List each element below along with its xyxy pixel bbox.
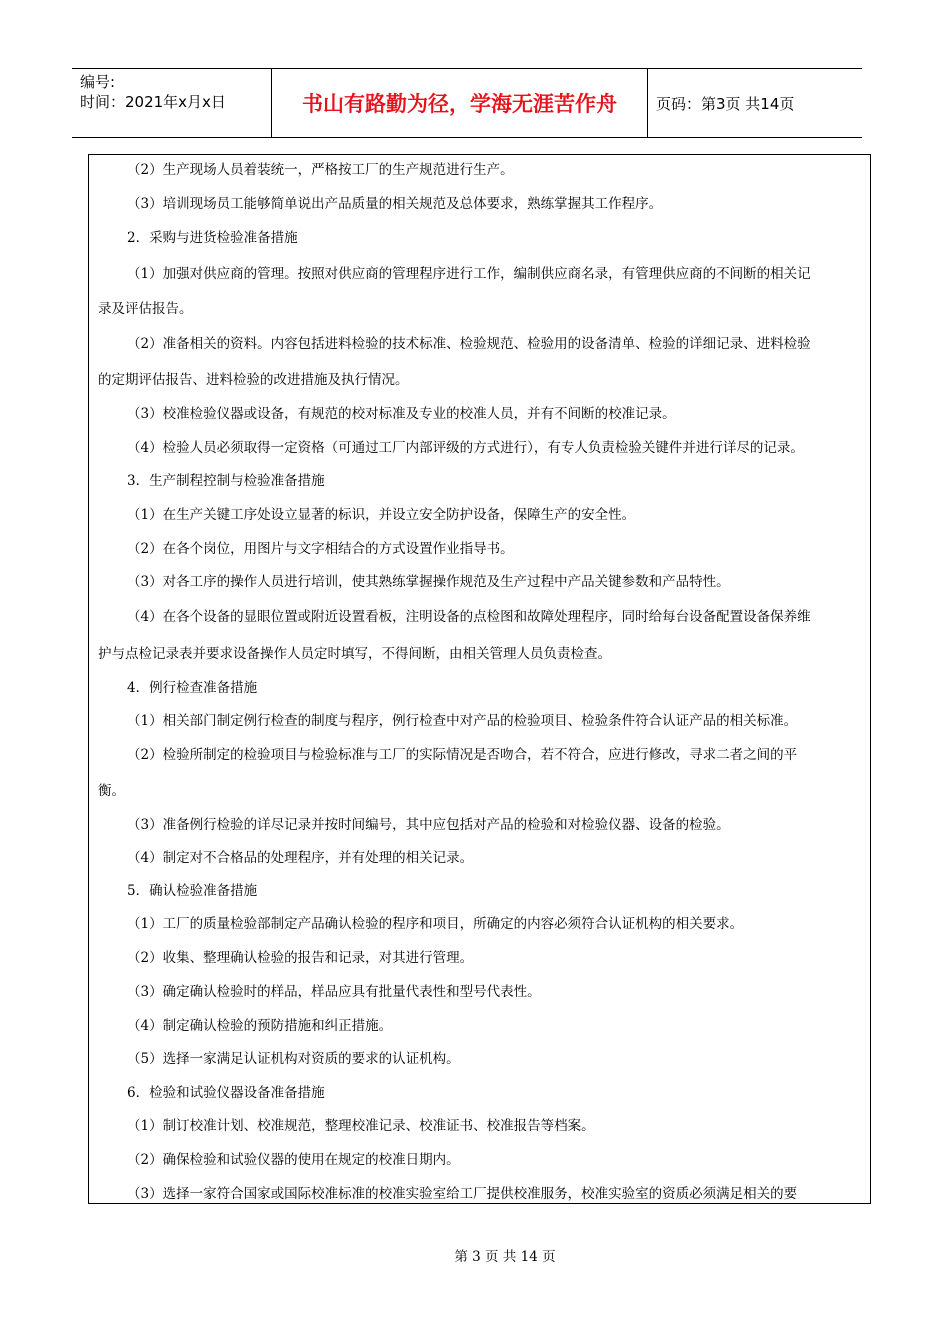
document-number-label: 编号: bbox=[80, 73, 116, 91]
text-line: （2）检验所制定的检验项目与检验标准与工厂的实际情况是否吻合，若不符合，应进行修改，寻求二者之间的平 bbox=[127, 747, 798, 763]
text-line: （2）在各个岗位，用图片与文字相结合的方式设置作业指导书。 bbox=[127, 541, 514, 557]
text-line: （4）制定确认检验的预防措施和纠正措施。 bbox=[127, 1018, 393, 1034]
text-line: （3）培训现场员工能够简单说出产品质量的相关规范及总体要求，熟练掌握其工作程序。 bbox=[127, 196, 663, 212]
text-line: 的定期评估报告、进料检验的改进措施及执行情况。 bbox=[98, 372, 409, 388]
section-heading: 6．检验和试验仪器设备准备措施 bbox=[127, 1085, 325, 1101]
header-motto: 书山有路勤为径，学海无涯苦作舟 bbox=[272, 69, 648, 137]
text-line: （1）在生产关键工序处设立显著的标识，并设立安全防护设备，保障生产的安全性。 bbox=[127, 507, 636, 523]
section-heading: 3．生产制程控制与检验准备措施 bbox=[127, 473, 325, 489]
section-heading: 2．采购与进货检验准备措施 bbox=[127, 230, 298, 246]
text-line: （3）校准检验仪器或设备，有规范的校对标准及专业的校准人员，并有不间断的校准记录。 bbox=[127, 406, 676, 422]
text-line: （3）选择一家符合国家或国际校准标准的校准实验室给工厂提供校准服务，校准实验室的资质必须满足相关的要 bbox=[127, 1186, 798, 1202]
text-line: （4）检验人员必须取得一定资格（可通过工厂内部评级的方式进行），有专人负责检验关键件并进行详尽的记录。 bbox=[127, 440, 804, 456]
section-heading: 4．例行检查准备措施 bbox=[127, 680, 258, 696]
text-line: （1）相关部门制定例行检查的制度与程序，例行检查中对产品的检验项目、检验条件符合认证产品的相关标准。 bbox=[127, 713, 798, 729]
text-line: （4）制定对不合格品的处理程序，并有处理的相关记录。 bbox=[127, 850, 474, 866]
page-footer: 第 3 页 共 14 页 bbox=[454, 1249, 556, 1265]
text-line: （1）工厂的质量检验部制定产品确认检验的程序和项目，所确定的内容必须符合认证机构的相关要求。 bbox=[127, 916, 744, 932]
section-heading: 5．确认检验准备措施 bbox=[127, 883, 258, 899]
header-meta bbox=[72, 69, 272, 137]
text-line: （3）确定确认检验时的样品，样品应具有批量代表性和型号代表性。 bbox=[127, 984, 541, 1000]
content-box bbox=[88, 154, 871, 1204]
text-line: 护与点检记录表并要求设备操作人员定时填写，不得间断，由相关管理人员负责检查。 bbox=[98, 646, 611, 662]
text-line: 衡。 bbox=[98, 783, 125, 799]
text-line: 录及评估报告。 bbox=[98, 301, 193, 317]
text-line: （5）选择一家满足认证机构对资质的要求的认证机构。 bbox=[127, 1051, 460, 1067]
text-line: （2）生产现场人员着装统一，严格按工厂的生产规范进行生产。 bbox=[127, 162, 514, 178]
document-time-label: 时间：2021年x月x日 bbox=[80, 93, 226, 111]
text-line: （3）准备例行检验的详尽记录并按时间编号，其中应包括对产品的检验和对检验仪器、设备的检验。 bbox=[127, 817, 730, 833]
text-line: （2）准备相关的资料。内容包括进料检验的技术标准、检验规范、检验用的设备清单、检验的详细记录、进料检验 bbox=[127, 336, 811, 352]
text-line: （1）加强对供应商的管理。按照对供应商的管理程序进行工作，编制供应商名录，有管理供应商的不间断的相关记 bbox=[127, 266, 811, 282]
text-line: （1）制订校准计划、校准规范，整理校准记录、校准证书、校准报告等档案。 bbox=[127, 1118, 595, 1134]
text-line: （2）确保检验和试验仪器的使用在规定的校准日期内。 bbox=[127, 1152, 460, 1168]
text-line: （4）在各个设备的显眼位置或附近设置看板，注明设备的点检图和故障处理程序，同时给每台设备配置设备保养维 bbox=[127, 609, 811, 625]
header-page-label: 页码：第3页 共14页 bbox=[656, 94, 795, 113]
text-line: （3）对各工序的操作人员进行培训，使其熟练掌握操作规范及生产过程中产品关键参数和产品特性。 bbox=[127, 574, 730, 590]
text-line: （2）收集、整理确认检验的报告和记录，对其进行管理。 bbox=[127, 950, 474, 966]
page-header bbox=[72, 68, 862, 138]
